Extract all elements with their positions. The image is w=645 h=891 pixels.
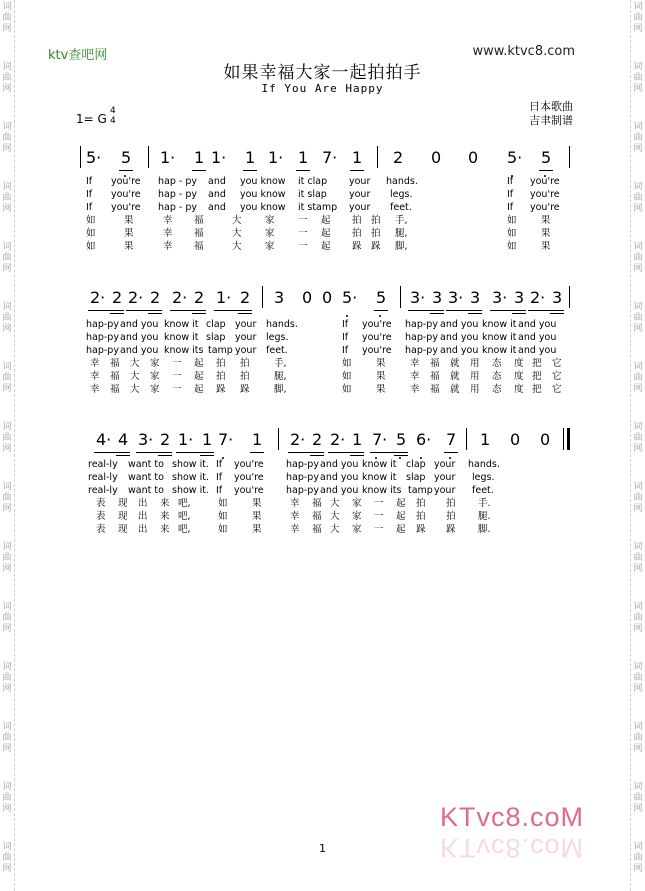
note: 0 — [540, 430, 551, 449]
barline — [400, 286, 401, 308]
lyrics-en-verse-3: real-ly want to show it. If you're hap-py and you know its tamp your feet. — [88, 485, 494, 496]
lyrics-zh-verse-2: 表 现 出 来 吧, 如 果 幸 福 大 家 一 起 拍 拍 腿. — [96, 511, 491, 522]
note: 7· — [322, 148, 338, 167]
note: 0 — [322, 288, 333, 307]
note: 2 — [150, 288, 161, 307]
lyrics-en-verse-3: If you're hap - py and you know it stamp your feet. If you're — [86, 202, 560, 213]
margin-watermark-text: 词 曲 网 — [2, 122, 12, 154]
lyrics-en-verse-2: real-ly want to show it. If you're hap-py and you know it slap your legs. — [88, 472, 495, 483]
song-arranger: 吉聿制谱 — [529, 114, 573, 127]
barline — [80, 146, 81, 168]
note: 4· — [96, 430, 112, 449]
lyrics-en-verse-1: hap-py and you know it clap your hands. If you're hap-py and you know it and you — [86, 319, 557, 330]
site-logo-reflection: KTvc8.coM — [440, 833, 585, 863]
lyrics-zh-verse-3: 幸 福 大 家 一 起 跺 跺 脚, 如 果 幸 福 就 用 态 度 把 它 — [90, 384, 562, 395]
margin-watermark-text: 词 曲 网 — [2, 422, 12, 454]
note: 1 — [480, 430, 491, 449]
note: 3 — [274, 288, 285, 307]
lyrics-en-verse-1: If you're hap - py and you know it clap your hands. If you're — [86, 176, 560, 187]
note: 1· — [178, 430, 194, 449]
note: 5· — [86, 148, 102, 167]
note: 1 — [298, 148, 309, 167]
barline — [148, 146, 149, 168]
key-signature: 1= G — [76, 112, 107, 126]
margin-watermark-text: 词 曲 网 — [633, 62, 643, 94]
margin-watermark-text: 词 曲 网 — [633, 302, 643, 334]
lyrics-en-verse-3: hap-py and you know its tamp your feet. If you're hap-py and you know it and you — [86, 345, 557, 356]
margin-watermark-text: 词 曲 网 — [2, 302, 12, 334]
site-url[interactable]: www.ktvc8.com — [472, 44, 575, 59]
note: 1· — [160, 148, 176, 167]
note: 3· — [138, 430, 154, 449]
song-title: 如果幸福大家一起拍拍手 — [223, 63, 422, 83]
margin-watermark-text: 词 曲 网 — [633, 362, 643, 394]
margin-watermark-text: 词 曲 网 — [2, 662, 12, 694]
margin-watermark-text: 词 曲 网 — [2, 2, 12, 34]
barline — [466, 428, 467, 450]
margin-watermark-text: 词 曲 网 — [633, 242, 643, 274]
note: 1 — [352, 430, 363, 449]
lyrics-zh-verse-2: 如 果 幸 福 大 家 一 起 拍 拍 腿, 如 果 — [86, 228, 551, 239]
note: 3 — [514, 288, 525, 307]
note: 3 — [470, 288, 481, 307]
note: 2· — [290, 430, 306, 449]
note: 5 — [376, 288, 387, 307]
lyrics-en-verse-2: If you're hap - py and you know it slap your legs. If you're — [86, 189, 560, 200]
note: 5· — [507, 148, 523, 167]
lyrics-en-verse-2: hap-py and you know it slap your legs. If you're hap-py and you know it and you — [86, 332, 557, 343]
note: 2· — [128, 288, 144, 307]
note: 3· — [410, 288, 426, 307]
margin-watermark-text: 词 曲 网 — [633, 482, 643, 514]
lyrics-en-verse-1: real-ly want to show it. If you're hap-py and you know it clap your hands. — [88, 459, 500, 470]
barline — [377, 146, 378, 168]
lyrics-zh-verse-2: 幸 福 大 家 一 起 拍 拍 腿, 如 果 幸 福 就 用 态 度 把 它 — [90, 371, 562, 382]
time-signature — [110, 106, 116, 126]
barline — [262, 286, 263, 308]
time-signature-top: 4 — [110, 106, 116, 116]
margin-watermark-text: 词 曲 网 — [633, 182, 643, 214]
note: 3 — [552, 288, 563, 307]
note: 5 — [541, 148, 552, 167]
lyrics-zh-verse-3: 表 现 出 来 吧, 如 果 幸 福 大 家 一 起 跺 跺 脚. — [96, 524, 491, 535]
margin-watermark-text: 词 曲 网 — [2, 242, 12, 274]
note: 4 — [118, 430, 129, 449]
margin-watermark-text: 词 曲 网 — [633, 422, 643, 454]
note: 1 — [194, 148, 205, 167]
note: 2 — [194, 288, 205, 307]
margin-watermark-text: 词 曲 网 — [2, 722, 12, 754]
note: 2 — [160, 430, 171, 449]
notes-line-2 — [0, 288, 645, 322]
note: 7 — [446, 430, 457, 449]
note: 3· — [492, 288, 508, 307]
margin-watermark-text: 词 曲 网 — [633, 542, 643, 574]
margin-watermark-text: 词 曲 网 — [2, 542, 12, 574]
note: 1 — [352, 148, 363, 167]
note: 1 — [245, 148, 256, 167]
note: 2· — [172, 288, 188, 307]
note: 0 — [468, 148, 479, 167]
margin-watermark-text: 词 曲 网 — [2, 362, 12, 394]
margin-watermark-text: 词 曲 网 — [2, 842, 12, 874]
brand-name: ktv查吧网 — [48, 48, 108, 63]
song-origin: 日本歌曲 — [529, 100, 573, 113]
note: 3· — [448, 288, 464, 307]
note: 2· — [330, 430, 346, 449]
note: 2· — [530, 288, 546, 307]
note: 1· — [216, 288, 232, 307]
margin-watermark-text: 词 曲 网 — [2, 62, 12, 94]
margin-watermark-text: 词 曲 网 — [633, 782, 643, 814]
margin-watermark-text: 词 曲 网 — [633, 122, 643, 154]
margin-watermark-text: 词 曲 网 — [2, 782, 12, 814]
note: 5· — [342, 288, 358, 307]
margin-watermark-text: 词 曲 网 — [633, 2, 643, 34]
note: 3 — [432, 288, 443, 307]
note: 2 — [240, 288, 251, 307]
page-number: 1 — [319, 842, 326, 855]
note: 7· — [372, 430, 388, 449]
barline — [569, 286, 570, 308]
note: 5 — [121, 148, 132, 167]
lyrics-zh-verse-1: 如 果 幸 福 大 家 一 起 拍 拍 手, 如 果 — [86, 215, 551, 226]
final-barline-thin — [563, 428, 564, 450]
note: 1· — [211, 148, 227, 167]
barline — [569, 146, 570, 168]
margin-watermark-text: 词 曲 网 — [633, 842, 643, 874]
site-logo: KTvc8.coM — [440, 802, 585, 832]
lyrics-zh-verse-3: 如 果 幸 福 大 家 一 起 跺 跺 脚, 如 果 — [86, 241, 551, 252]
margin-watermark-text: 词 曲 网 — [2, 182, 12, 214]
song-credits — [529, 100, 573, 128]
note: 0 — [431, 148, 442, 167]
margin-watermark-text: 词 曲 网 — [2, 482, 12, 514]
note: 5 — [396, 430, 407, 449]
note: 1· — [268, 148, 284, 167]
note: 1 — [252, 430, 263, 449]
final-barline-thick — [567, 428, 570, 450]
lyrics-zh-verse-1: 表 现 出 来 吧, 如 果 幸 福 大 家 一 起 拍 拍 手. — [96, 498, 491, 509]
note: 0 — [510, 430, 521, 449]
note: 2· — [90, 288, 106, 307]
margin-watermark-text: 词 曲 网 — [633, 662, 643, 694]
song-subtitle: If You Are Happy — [261, 82, 384, 95]
note: 2 — [312, 430, 323, 449]
margin-watermark-text: 词 曲 网 — [2, 602, 12, 634]
note: 6· — [416, 430, 432, 449]
note: 0 — [302, 288, 313, 307]
margin-watermark-text: 词 曲 网 — [633, 602, 643, 634]
note: 1 — [202, 430, 213, 449]
note: 2 — [393, 148, 404, 167]
lyrics-zh-verse-1: 幸 福 大 家 一 起 拍 拍 手, 如 果 幸 福 就 用 态 度 把 它 — [90, 358, 562, 369]
note: 2 — [112, 288, 123, 307]
barline — [278, 428, 279, 450]
time-signature-bottom: 4 — [110, 116, 116, 126]
note: 7· — [218, 430, 234, 449]
margin-watermark-text: 词 曲 网 — [633, 722, 643, 754]
